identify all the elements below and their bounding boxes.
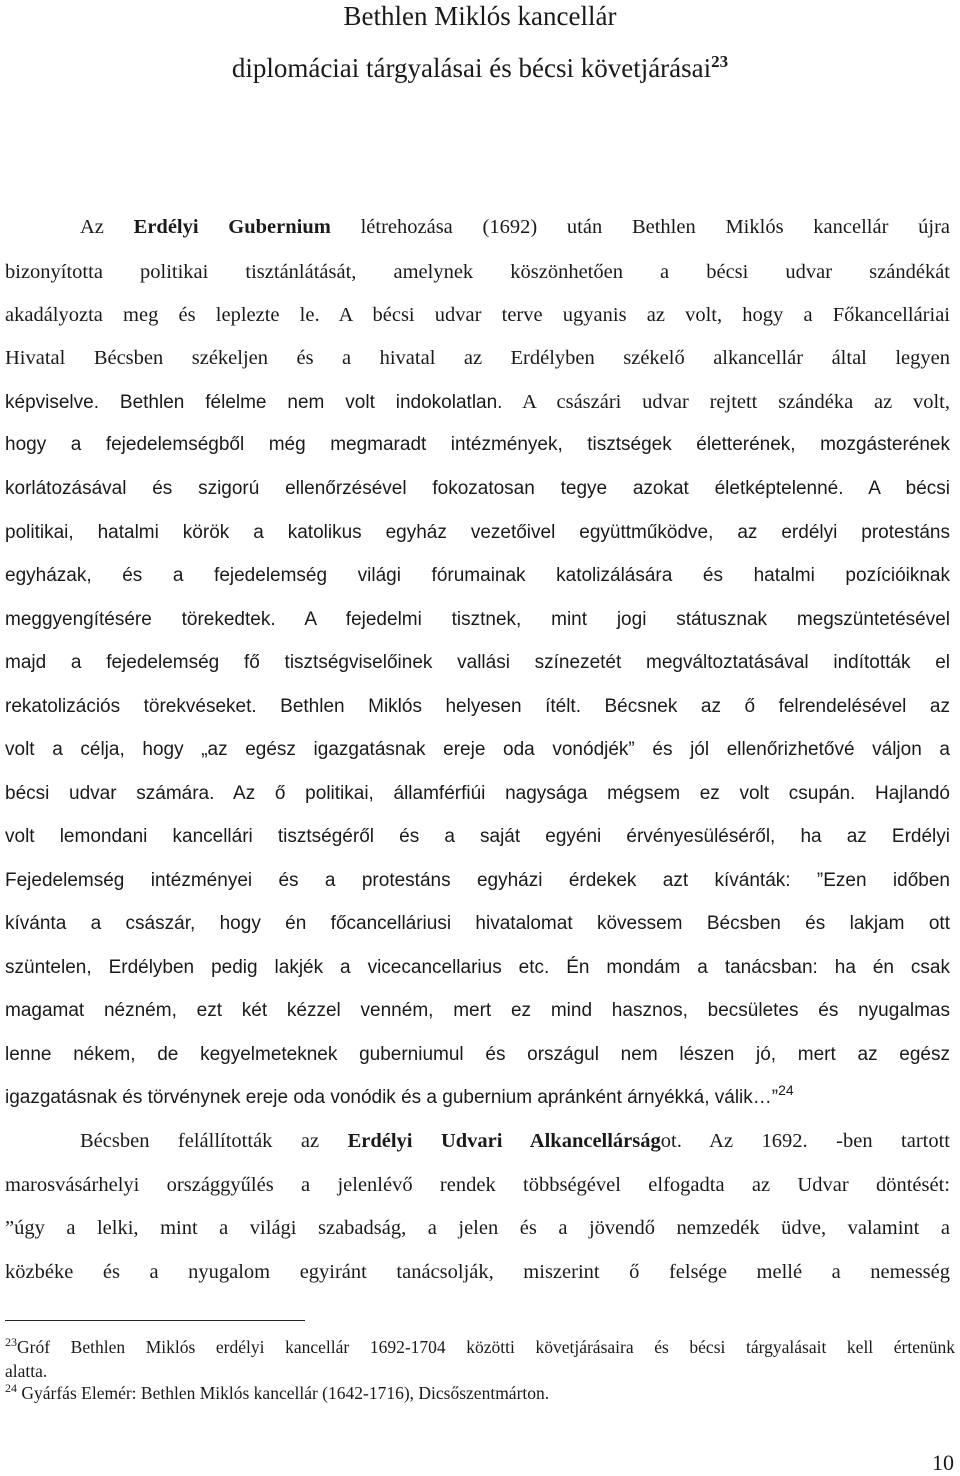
paragraph-line: hogy a fejedelemségből még megmaradt intézmények, tisztségek életterének, mozgásterének: [5, 434, 950, 455]
paragraph-line: Fejedelemség intézményei és a protestáns egyházi érdekek azt kívánták: ”Ezen időben: [5, 870, 950, 891]
footnote-number: 23: [5, 1335, 17, 1349]
paragraph-line: bécsi udvar számára. Az ő politikai, államférfiúi nagysága mégsem ez volt csupán. Hajlandó: [5, 783, 950, 804]
paragraph-line: akadályozta meg és leplezte le. A bécsi udvar terve ugyanis az volt, hogy a Főkancelláriai: [5, 304, 950, 326]
paragraph-line: meggyengítésére törekedtek. A fejedelmi tisztnek, mint jogi státusznak megszüntetésével: [5, 609, 950, 630]
title-text: diplomáciai tárgyalásai és bécsi követjárásai: [231, 53, 712, 83]
footnote-text: Gyárfás Elemér: Bethlen Miklós kancellár (1642-1716), Dicsőszentmárton.: [17, 1383, 550, 1403]
paragraph-line: korlátozásával és szigorú ellenőrzésével fokozatosan tegye azokat életképtelenné. A bécsi: [5, 478, 950, 499]
text-run: ot. Az 1692. -ben tartott: [660, 1130, 951, 1152]
paragraph-line: rekatolizációs törekvéseket. Bethlen Miklós helyesen ítélt. Bécsnek az ő felrendelésével az: [5, 696, 950, 717]
paragraph-line: Hivatal Bécsben székeljen és a hivatal az Erdélyben székelő alkancellár által legyen: [5, 347, 950, 369]
footnote-23-continued: alatta.: [5, 1361, 48, 1381]
bold-term: Erdélyi Gubernium: [133, 216, 331, 238]
paragraph-line: [5, 389, 950, 416]
paragraph-line: szüntelen, Erdélyben pedig lakjék a vicecancellarius etc. Én mondám a tanácsban: ha én csak: [5, 957, 950, 978]
footnote-23: [5, 1336, 955, 1360]
text-run: Bécsben felállították az: [80, 1130, 348, 1152]
paragraph-line: lenne nékem, de kegyelmeteknek guberniumul és országul nem lészen jó, mert az egész: [5, 1044, 950, 1065]
paragraph-line: [5, 1082, 950, 1111]
paragraph-line: majd a fejedelemség fő tisztségviselőinek vallási színezetét megváltoztatásával indították el: [5, 652, 950, 673]
paragraph-line: közbéke és a nyugalom egyiránt tanácsolják, miszerint ő felsége mellé a nemesség: [5, 1261, 950, 1283]
page-title-line1: Bethlen Miklós kancellár: [343, 1, 617, 31]
paragraph-line: politikai, hatalmi körök a katolikus egyház vezetőivel együttműködve, az erdélyi protestáns: [5, 522, 950, 543]
paragraph-line: kívánta a császár, hogy én főcancelláriusi hivatalomat kövessem Bécsben és lakjam ott: [5, 913, 950, 934]
paragraph-line: ”úgy a lelki, mint a világi szabadság, a jelen és a jövendő nemzedék üdve, valamint a: [5, 1217, 950, 1239]
text-run: Az: [80, 216, 134, 238]
paragraph-line: volt lemondani kancellári tisztségéről és a saját egyéni érvényesüléséről, ha az Erdélyi: [5, 826, 950, 847]
text-run: létrehozása (1692) után Bethlen Miklós kancellár újra: [330, 216, 951, 238]
paragraph-line: bizonyította politikai tisztánlátását, amelynek köszönhetően a bécsi udvar szándékát: [5, 261, 950, 283]
footnote-24: [5, 1382, 955, 1406]
paragraph-line: marosvásárhelyi országgyűlés a jelenlévő rendek többségével elfogadta az Udvar döntését:: [5, 1174, 950, 1196]
bold-term: Erdélyi Udvari Alkancellárság: [347, 1130, 661, 1152]
paragraph-line: [5, 214, 950, 240]
paragraph-line: volt a célja, hogy „az egész igazgatásnak ereje oda vonódjék” és jól ellenőrizhetővé váljon a: [5, 739, 950, 760]
page-number: 10: [932, 1450, 954, 1475]
text-run: A császári udvar rejtett szándéka az volt,: [502, 391, 950, 413]
footnote-separator: [5, 1320, 305, 1321]
paragraph-line: magamat nézném, ezt két kézzel venném, mert ez mind hasznos, becsületes és nyugalmas: [5, 1000, 950, 1021]
title-footnote-ref[interactable]: 23: [711, 52, 729, 71]
paragraph-line: egyházak, és a fejedelemség világi fórumainak katolizálására és hatalmi pozícióiknak: [5, 565, 950, 586]
text-run: igazgatásnak és törvénynek ereje oda vonódik és a gubernium apránként árnyékká, válik…”: [5, 1087, 779, 1108]
footnote-text: Gróf Bethlen Miklós erdélyi kancellár 1692-1704 közötti követjárásaira és bécsi tárgyalásait kell értenünk: [17, 1337, 955, 1357]
footnote-ref[interactable]: 24: [778, 1082, 794, 1098]
footnote-number: 24: [5, 1381, 17, 1395]
page-title-line2: [0, 52, 960, 88]
text-run: képviselve. Bethlen félelme nem volt indokolatlan.: [5, 392, 503, 413]
paragraph-line: [5, 1128, 950, 1154]
